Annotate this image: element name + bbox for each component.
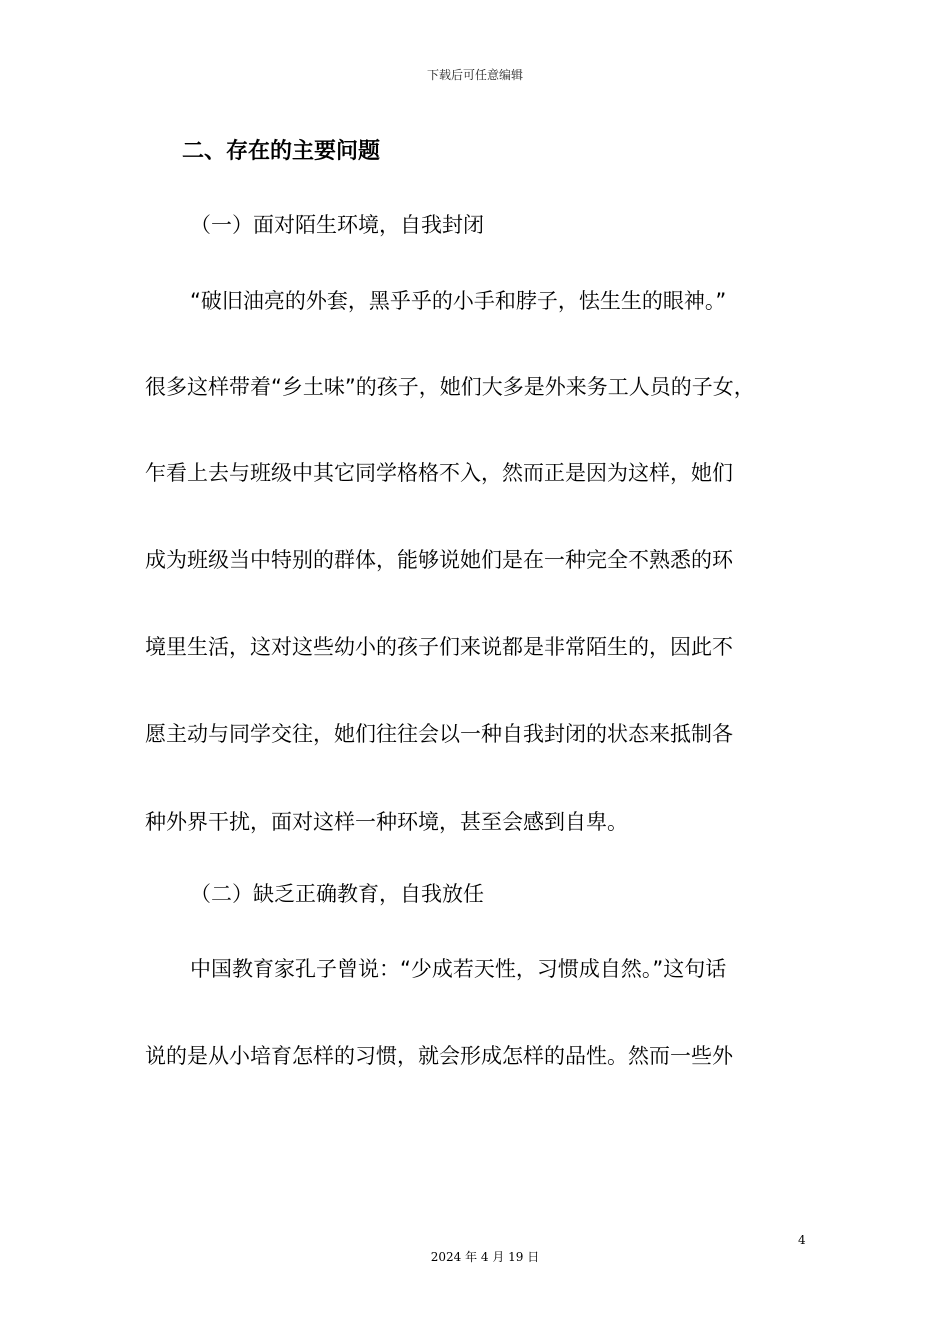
paragraph-line: 说的是从小培育怎样的习惯，就会形成怎样的品性。然而一些外 (145, 1044, 733, 1068)
paragraph-line: 境里生活，这对这些幼小的孩子们来说都是非常陌生的，因此不 (145, 635, 733, 659)
paragraph-line: “破旧油亮的外套，黑乎乎的小手和脖子，怯生生的眼神。” (190, 289, 727, 313)
paragraph-line: 中国教育家孔子曾说：“少成若天性，习惯成自然。”这句话 (190, 957, 727, 981)
paragraph-line: 成为班级当中特别的群体，能够说她们是在一种完全不熟悉的环 (145, 548, 733, 572)
paragraph-line: 乍看上去与班级中其它同学格格不入，然而正是因为这样，她们 (145, 461, 733, 485)
subsection-heading-2: （二）缺乏正确教育，自我放任 (190, 882, 484, 906)
paragraph-line: 愿主动与同学交往，她们往往会以一种自我封闭的状态来抵制各 (145, 722, 733, 746)
subsection-heading-1: （一）面对陌生环境，自我封闭 (190, 213, 484, 237)
section-heading: 二、存在的主要问题 (182, 139, 381, 164)
paragraph-line: 种外界干扰，面对这样一种环境，甚至会感到自卑。 (145, 810, 628, 834)
page-header: 下载后可任意编辑 (426, 68, 523, 82)
page-number: 4 (798, 1233, 806, 1247)
page-footer-date: 2024 年 4 月 19 日 (430, 1250, 540, 1264)
paragraph-line: 很多这样带着“乡土味”的孩子，她们大多是外来务工人员的子女， (145, 375, 755, 399)
